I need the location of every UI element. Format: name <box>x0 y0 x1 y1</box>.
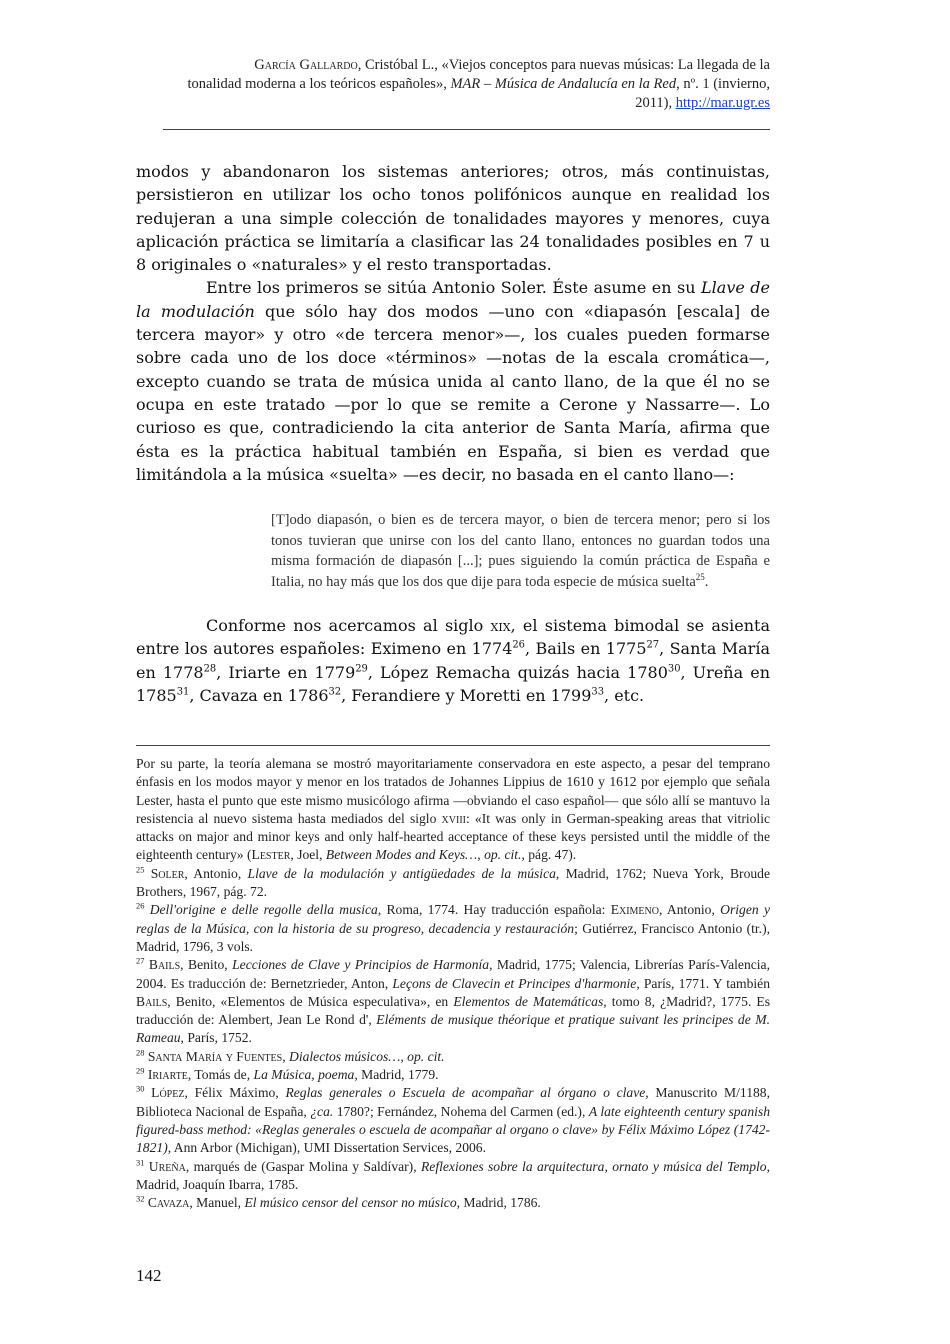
paragraph: modos y abandonaron los sistemas anteriores; otros, más continuistas, persistieron en utilizar los ocho tonos polifónicos aunque en realidad los redujeran a una simple colección de tonalidades mayores y menores, cuya aplicación práctica se limitaría a clasificar las 24 tonalidades posibles en 7 u 8 originales o «naturales» y el resto transportadas. <box>136 162 770 275</box>
footnote-ref[interactable]: 28 <box>203 663 217 675</box>
block-quote: [T]odo diapasón, o bien es de tercera mayor, o bien de tercera menor; pero si los tonos tuvieran que unirse con los del canto llano, entonces no guardan todos una misma formación de diapasón [...]; pues siguiendo la común práctica de España e Italia, no hay más que los dos que dije para toda especie de música suelta$^{25}$. <box>271 512 770 590</box>
footnote-ref[interactable]: 32 <box>328 686 342 698</box>
footnote-ref[interactable]: 27 <box>646 640 660 652</box>
footnote-28: $^{28}$ Santa María y Fuentes, Dialectos músicos…, op. cit. <box>136 1047 445 1064</box>
book-title: Llave de la modulación <box>136 278 771 321</box>
main-text <box>136 160 770 707</box>
footnote-27: $^{27}$ Bails, Benito, Lecciones de Clave y Principios de Harmonía, Madrid, 1775; Valencia, Librerías París-Valencia, 2004. Es traducción de: Bernetzrieder, Anton, Leçons de Clavecin et Principes d'harmonie, París, 1771. Y también Bails, Benito, «Elementos de Música especulativa», en Elementos de Matemáticas, tomo 8, ¿Madrid?, 1775. Es traducción de: Alembert, Jean Le Rond d', Eléments de musique théorique et pratique suivant les principes de M. Rameau, París, 1752. <box>136 955 771 1046</box>
footnote-ref[interactable]: 33 <box>591 686 605 698</box>
paragraph: Entre los primeros se sitúa Antonio Soler. Éste asume en su Llave de la modulación que sólo hay dos modos —uno con «diapasón [escala] de tercera mayor» y otro «de tercera menor»—, los cuales pueden formarse sobre cada uno de los doce «términos» —notas de la escala cromática—, excepto cuando se trata de música unida al canto llano, de la que él no se ocupa en este tratado —por lo que se remite a Cerone y Nassarre—. Lo curioso es que, contradiciendo la cita anterior de Santa María, afirma que ésta es la práctica habitual también en España, si bien es verdad que limitándola a la música «suelta» —es decir, no basada en el canto llano—: <box>136 278 771 484</box>
footnote-ref[interactable]: 29 <box>355 663 368 675</box>
footnote-ref[interactable]: 30 <box>667 663 681 675</box>
footnote-31: $^{31}$ Ureña, marqués de (Gaspar Molina y Saldívar), Reflexiones sobre la arquitectura, ornato y música del Templo, Madrid, Joaquín Ibarra, 1785. <box>136 1157 771 1192</box>
footnote-continued: Por su parte, la teoría alemana se mostró mayoritariamente conservadora en este aspecto, a pesar del temprano énfasis en los modos mayor y menor en los tratados de Johannes Lippius de 1610 y 1612 por ejemplo que señala Lester, hasta el punto que este mismo musicólogo afirma —obviando el caso español— que sólo allí se mantuvo la resistencia al nuevo sistema hasta mediados del siglo xviii: «It was only in German-speaking areas that vitriolic attacks on major and minor keys and only half-hearted acceptance of these keys persisted until the middle of the eighteenth century» (Lester, Joel, Between Modes and Keys…, op. cit., pág. 47). <box>136 756 771 863</box>
footnote-29: $^{29}$ Iriarte, Tomás de, La Música, poema, Madrid, 1779. <box>136 1065 439 1083</box>
header-author: García Gallardo <box>254 57 358 73</box>
journal-url-link[interactable]: http://mar.ugr.es <box>675 95 770 111</box>
footnote-32: $^{32}$ Cavaza, Manuel, El músico censor del censor no músico, Madrid, 1786. <box>136 1193 541 1211</box>
footnote-ref[interactable]: 26 <box>512 640 525 652</box>
paragraph: Conforme nos acercamos al siglo xix, el sistema bimodal se asienta entre los autores españoles: Eximeno en 1774$^{26}$, Bails en 1775$^{27}$, Santa María en 1778$^{28}$, Iriarte en 1779$^{29}$, López Remacha quizás hacia 1780$^{30}$, Ureña en 1785$^{31}$, Cavaza en 1786$^{32}$, Ferandiere y Moretti en 1799$^{33}$, etc. <box>136 616 770 706</box>
header-text: , Cristóbal L., «Viejos conceptos para nuevas músicas: La llegada de la <box>357 57 770 73</box>
header-text: tonalidad moderna a los teóricos españoles», <box>187 76 451 92</box>
footnote-30: $^{30}$ López, Félix Máximo, Reglas generales o Escuela de acompañar al órgano o clave, Manuscrito M/1188, Biblioteca Nacional de España, ¿ca. 1780?; Fernández, Nohema del Carmen (ed.), A late eighteenth century spanish figured-bass method: «Reglas generales o escuela de acompañar al organo o clave» by Félix Máximo López (1742-1821), Ann Arbor (Michigan), UMI Dissertation Services, 2006. <box>136 1083 771 1156</box>
footnote-ref[interactable]: 31 <box>176 686 190 698</box>
running-header <box>136 56 770 113</box>
header-text: , nº. 1 (invierno, <box>676 76 770 92</box>
page-number: 142 <box>136 1266 162 1285</box>
footnote-ref[interactable]: 25 <box>695 571 705 582</box>
header-journal: MAR – Música de Andalucía en la Red <box>450 76 677 92</box>
footnote-26: $^{26}$ Dell'origine e delle regolle della musica, Roma, 1774. Hay traducción española: Eximeno, Antonio, Origen y reglas de la Música, con la historia de su progreso, decadencia y restauración; Gutiérrez, Francisco Antonio (tr.), Madrid, 1796, 3 vols. <box>136 900 770 954</box>
footnotes <box>136 755 770 1212</box>
footnote-divider <box>136 745 770 746</box>
footnote-25: $^{25}$ Soler, Antonio, Llave de la modulación y antigüedades de la música, Madrid, 1762; Nueva York, Broude Brothers, 1967, pág. 72. <box>136 864 771 900</box>
header-divider <box>163 129 770 130</box>
header-text: 2011), <box>635 95 676 111</box>
